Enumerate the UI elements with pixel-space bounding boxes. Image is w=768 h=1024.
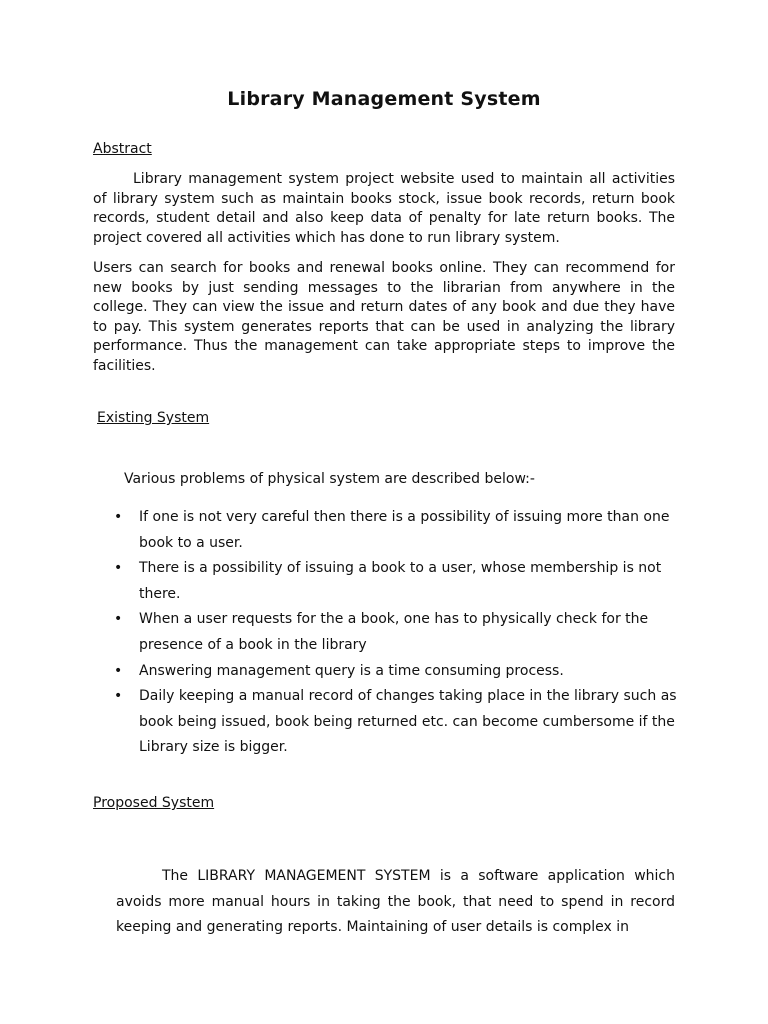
list-item: • There is a possibility of issuing a book to a user, whose membership is not there. (112, 556, 682, 607)
list-item: • When a user requests for the a book, one has to physically check for the presence of a book in the library (112, 607, 682, 658)
list-item: • If one is not very careful then there is a possibility of issuing more than one book to a user. (112, 505, 682, 556)
proposed-system-heading: Proposed System (93, 795, 215, 811)
problems-list (112, 505, 682, 761)
proposed-system-paragraph: The LIBRARY MANAGEMENT SYSTEM is a software application which avoids more manual hours in taking the book, that need to spend in record keeping and generating reports. Maintaining of user details is complex in (116, 868, 675, 936)
abstract-paragraph-1: Library management system project website used to maintain all activities of library system such as maintain books stock, issue book records, return book records, student detail and also keep data of penalty for late return books. The project covered all activities which has done to run library system. (93, 171, 675, 246)
abstract-paragraph-2: Users can search for books and renewal books online. They can recommend for new books by just sending messages to the librarian from anywhere in the college. They can view the issue and return dates of any book and due they have to pay. This system generates reports that can be used in analyzing the library performance. Thus the management can take appropriate steps to improve the facilities. (93, 260, 675, 374)
existing-system-heading: Existing System (97, 410, 210, 426)
abstract-heading: Abstract (93, 141, 152, 157)
existing-system-intro: Various problems of physical system are described below:- (124, 471, 535, 487)
list-item: • Daily keeping a manual record of changes taking place in the library such as book being issued, book being returned etc. can become cumbersome if the Library size is bigger. (112, 684, 682, 761)
list-item: • Answering management query is a time consuming process. (112, 659, 682, 685)
page-title: Library Management System (227, 88, 541, 110)
